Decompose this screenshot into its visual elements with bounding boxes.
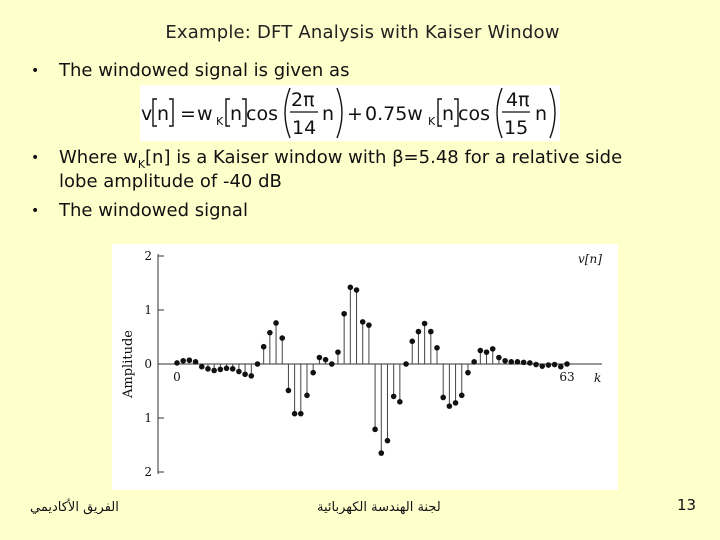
stem-point <box>180 358 186 364</box>
stem-point <box>558 364 564 370</box>
stem-point <box>471 359 477 365</box>
stem-point <box>354 287 360 293</box>
bracket-right <box>169 99 173 126</box>
y-tick-label: 2 <box>144 465 152 479</box>
stem-point <box>552 362 558 368</box>
paren-left <box>285 88 290 138</box>
legend-label: v[n] <box>578 252 602 266</box>
stem-point <box>527 360 533 366</box>
stem-point <box>422 321 428 327</box>
x-tick-label: 0 <box>173 370 181 384</box>
eq-n: n <box>322 103 335 125</box>
eq-num2: 4π <box>506 89 530 111</box>
slide-title: Example: DFT Analysis with Kaiser Window <box>165 22 560 43</box>
stem-point <box>199 364 205 370</box>
stem-point <box>304 393 310 399</box>
eq-equals: = <box>180 103 196 125</box>
eq-n: n <box>442 103 455 125</box>
stem-point <box>310 370 316 376</box>
stem-point <box>261 344 267 350</box>
stem-point <box>385 438 391 444</box>
stem-point <box>335 349 341 355</box>
stem-point <box>372 427 378 433</box>
stem-point <box>391 394 397 400</box>
stem-point <box>236 369 242 375</box>
stem-point <box>341 311 347 317</box>
eq-n: n <box>230 103 243 125</box>
stem-point <box>242 371 248 377</box>
stem-point <box>230 366 236 372</box>
page-number: 13 <box>677 496 697 514</box>
stem-point <box>478 348 484 354</box>
stem-point <box>348 285 354 291</box>
stem-point <box>329 361 335 367</box>
bullet-subscript: K <box>137 158 146 171</box>
bullet-text-part: [n] is a Kaiser window with β=5.48 for a relative side <box>145 147 623 168</box>
eq-den1: 14 <box>292 117 317 139</box>
stem-point <box>440 395 446 401</box>
y-tick-label: 2 <box>144 249 152 263</box>
stem-point <box>521 360 527 366</box>
stem-point <box>248 373 254 379</box>
stem-point <box>378 450 384 456</box>
stem-point <box>409 339 415 345</box>
stem-point <box>546 362 552 368</box>
x-tick-label: 63 <box>559 370 575 384</box>
stem-point <box>447 403 453 409</box>
stem-point <box>273 320 279 326</box>
stem-point <box>205 366 211 372</box>
bullet-text <box>59 147 622 193</box>
stem-point <box>533 362 539 368</box>
stem-point <box>317 355 323 361</box>
eq-coef: 0.75w <box>365 103 423 125</box>
stem-point <box>187 357 193 363</box>
stem-point <box>403 361 409 367</box>
paren-right <box>550 88 555 138</box>
stem-point <box>193 359 199 365</box>
eq-v: v <box>141 103 153 125</box>
bullet-text-line2: lobe amplitude of -40 dB <box>59 171 282 192</box>
stem-point <box>564 361 570 367</box>
paren-right <box>337 88 342 138</box>
bullet-dot: • <box>31 203 40 219</box>
x-axis-label: k <box>594 371 602 385</box>
y-tick-label: 0 <box>144 357 152 371</box>
stem-point <box>515 359 521 365</box>
stem-point <box>323 357 329 363</box>
stem-point <box>453 400 459 406</box>
eq-den2: 15 <box>504 117 529 139</box>
stem-point <box>490 346 496 352</box>
eq-w: w <box>197 103 213 125</box>
stem-plot <box>112 244 618 490</box>
bullet-dot: • <box>31 63 40 79</box>
stem-point <box>539 363 545 369</box>
stem-point <box>298 411 304 417</box>
stem-point <box>255 361 261 367</box>
stem-point <box>416 329 422 335</box>
y-tick-label: 1 <box>144 303 152 317</box>
stem-point <box>397 399 403 405</box>
stem-point <box>484 349 490 355</box>
y-tick-label: 1 <box>144 411 152 425</box>
y-axis-label: Amplitude <box>121 330 136 398</box>
bullet-dot: • <box>31 150 40 166</box>
bullet-text: The windowed signal is given as <box>59 60 350 81</box>
stem-point <box>267 330 273 336</box>
stem-point <box>459 393 465 399</box>
stem-point <box>174 360 180 366</box>
eq-cos: cos <box>458 103 490 125</box>
stem-point <box>502 358 508 364</box>
bullet-text: The windowed signal <box>59 200 248 221</box>
footer-center: لجنة الهندسة الكهربائية <box>317 500 441 515</box>
stem-point <box>496 355 502 361</box>
stem-point <box>360 319 366 325</box>
stem-point <box>218 367 224 373</box>
stem-point <box>508 359 514 365</box>
stem-point <box>366 322 372 328</box>
eq-num1: 2π <box>291 89 315 111</box>
eq-n: n <box>157 103 170 125</box>
equation <box>140 85 560 141</box>
eq-n: n <box>535 103 548 125</box>
eq-plus: + <box>347 103 363 125</box>
stem-point <box>224 366 230 372</box>
stem-point <box>465 370 471 376</box>
stem-point <box>292 411 298 417</box>
eq-cos: cos <box>246 103 278 125</box>
footer-left: الفريق الأكاديمي <box>30 500 119 515</box>
stem-plot-svg <box>112 244 618 490</box>
stem-point <box>428 329 434 335</box>
eq-k-sub: K <box>216 115 224 128</box>
stem-point <box>279 335 285 341</box>
stem-point <box>286 388 292 394</box>
eq-k-sub: K <box>428 115 436 128</box>
stem-point <box>434 345 440 351</box>
stem-point <box>211 368 217 374</box>
bullet-text-part: Where w <box>59 147 138 168</box>
paren-left <box>497 88 502 138</box>
